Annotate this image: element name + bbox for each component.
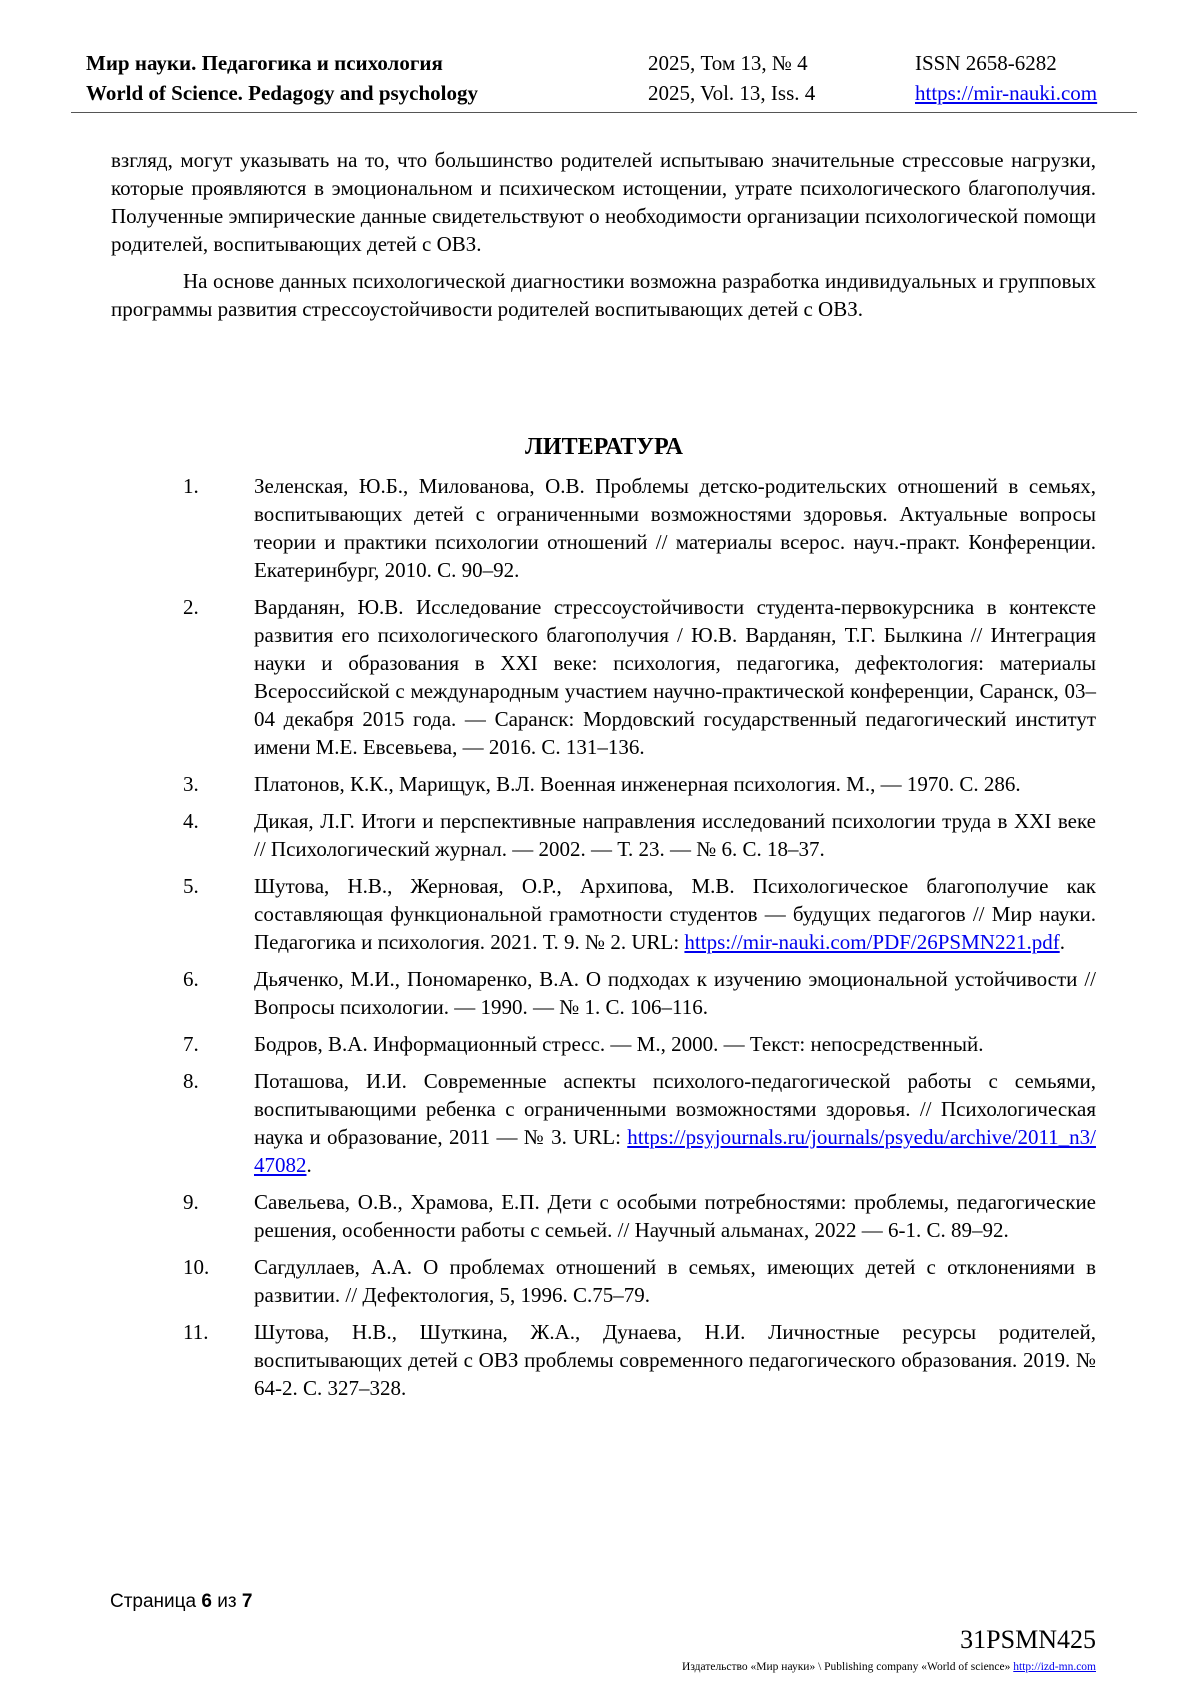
reference-text: Бодров, В.А. Информационный стресс. — М., 2000. — Текст: непосредственный.	[254, 1032, 984, 1056]
body-paragraph: взгляд, могут указывать на то, что большинство родителей испытываю значительные стрессовые нагрузки, которые проявляются в эмоциональном и психическом истощении, утрате психологического благополучия. Полученные эмпирические данные свидетельствуют о необходимости организации психологической помощи родителей, воспитывающих детей с ОВЗ.	[111, 148, 1096, 256]
header-issue	[648, 48, 815, 108]
reference-item	[183, 1188, 1096, 1244]
body-paragraph: На основе данных психологической диагностики возможна разработка индивидуальных и групповых программы развития стрессоустойчивости родителей воспитывающих детей с ОВЗ.	[111, 269, 1096, 321]
running-header	[0, 48, 1200, 108]
reference-text: Сагдуллаев, А.А. О проблемах отношений в семьях, имеющих детей с отклонениями в развитии. // Дефектология, 5, 1996. С.75–79.	[254, 1255, 1096, 1307]
reference-number: 10.	[183, 1255, 210, 1279]
page-total: 7	[241, 1591, 253, 1612]
reference-text: Савельева, О.В., Храмова, Е.П. Дети с особыми потребностями: проблемы, педагогические решения, особенности работы с семьей. // Научный альманах, 2022 — 6-1. С. 89–92.	[254, 1190, 1096, 1242]
references-heading: ЛИТЕРАТУРА	[525, 434, 683, 460]
reference-trailing-punct: .	[1059, 930, 1065, 954]
issn: ISSN 2658-6282	[915, 51, 1057, 75]
reference-text: Варданян, Ю.В. Исследование стрессоустойчивости студента-первокурсника в контексте развития его психологического благополучия / Ю.В. Варданян, Т.Г. Былкина // Интеграция науки и образования в XXI веке: психология, педагогика, дефектология: материалы Всероссийской с международным участием научно-практической конференции, Саранск, 03–04 декабря 2015 года. — Саранск: Мордовский государственный педагогический институт имени М.Е. Евсевьева, — 2016. С. 131–136.	[254, 595, 1096, 759]
page-number	[110, 1590, 252, 1614]
article-code: 31PSMN425	[960, 1625, 1096, 1654]
publisher-link[interactable]: http://izd-mn.com	[1013, 1661, 1096, 1673]
reference-number: 1.	[183, 474, 199, 498]
reference-item	[183, 807, 1096, 863]
journal-url-link[interactable]: https://mir-nauki.com	[915, 81, 1098, 105]
reference-item	[183, 1067, 1096, 1179]
reference-number: 3.	[183, 772, 199, 796]
publisher-line	[682, 1659, 1096, 1675]
references-list	[183, 472, 1096, 1411]
reference-item	[183, 965, 1096, 1021]
reference-text: Зеленская, Ю.Б., Милованова, О.В. Проблемы детско-родительских отношений в семьях, воспитывающих детей с ограниченными возможностями здоровья. Актуальные вопросы теории и практики психологии отношений // материалы всерос. науч.-практ. Конференции. Екатеринбург, 2010. С. 90–92.	[254, 474, 1096, 582]
reference-link[interactable]: https://mir-nauki.com/PDF/26PSMN221.pdf	[684, 930, 1060, 954]
reference-item	[183, 872, 1096, 956]
reference-number: 9.	[183, 1190, 199, 1214]
reference-item	[183, 770, 1096, 798]
reference-text: Поташова, И.И. Современные аспекты психолого-педагогической работы с семьями, воспитывающими ребенка с ограниченными возможностями здоровья. // Психологическая наука и образование, 2011 — № 3. URL:	[254, 1069, 1096, 1149]
reference-text: Шутова, Н.В., Шуткина, Ж.А., Дунаева, Н.И. Личностные ресурсы родителей, воспитывающих детей с ОВЗ проблемы современного педагогического образования. 2019. № 64-2. С. 327–328.	[254, 1320, 1096, 1400]
journal-title-en: World of Science. Pedagogy and psychology	[86, 81, 479, 105]
header-divider	[71, 112, 1137, 113]
reference-number: 2.	[183, 595, 199, 619]
reference-item	[183, 472, 1096, 584]
page-current: 6	[201, 1591, 212, 1612]
journal-title-ru: Мир науки. Педагогика и психология	[86, 51, 443, 75]
reference-item	[183, 1030, 1096, 1058]
reference-link[interactable]: https://psyjournals.ru/journals/psyedu/archive/2011_n3/47082	[254, 1125, 1096, 1177]
header-journal-title	[86, 48, 478, 108]
header-issn-block	[915, 48, 1097, 108]
article-body	[111, 146, 1096, 323]
reference-text: Дикая, Л.Г. Итоги и перспективные направления исследований психологии труда в XXI веке // Психологический журнал. — 2002. — Т. 23. — № 6. С. 18–37.	[254, 809, 1096, 861]
reference-number: 7.	[183, 1032, 199, 1056]
publisher-text: Издательство «Мир науки» \ Publishing company «World of science»	[682, 1661, 1011, 1673]
reference-text: Дьяченко, М.И., Пономаренко, В.А. О подходах к изучению эмоциональной устойчивости // Вопросы психологии. — 1990. — № 1. С. 106–116.	[254, 967, 1096, 1019]
reference-number: 4.	[183, 809, 199, 833]
reference-item	[183, 1253, 1096, 1309]
issue-ru: 2025, Том 13, № 4	[648, 51, 808, 75]
page-label: Страница	[110, 1591, 197, 1612]
page-separator: из	[217, 1591, 237, 1612]
reference-number: 6.	[183, 967, 199, 991]
reference-item	[183, 593, 1096, 761]
reference-number: 8.	[183, 1069, 199, 1093]
reference-number: 11.	[183, 1320, 209, 1344]
reference-trailing-punct: .	[306, 1153, 312, 1177]
issue-en: 2025, Vol. 13, Iss. 4	[648, 81, 816, 105]
reference-number: 5.	[183, 874, 199, 898]
reference-text: Шутова, Н.В., Жерновая, О.Р., Архипова, М.В. Психологическое благополучие как составляющая функциональной грамотности студентов — будущих педагогов // Мир науки. Педагогика и психология. 2021. Т. 9. № 2. URL:	[254, 874, 1096, 954]
reference-text: Платонов, К.К., Марищук, В.Л. Военная инженерная психология. М., — 1970. С. 286.	[254, 772, 1021, 796]
reference-item	[183, 1318, 1096, 1402]
